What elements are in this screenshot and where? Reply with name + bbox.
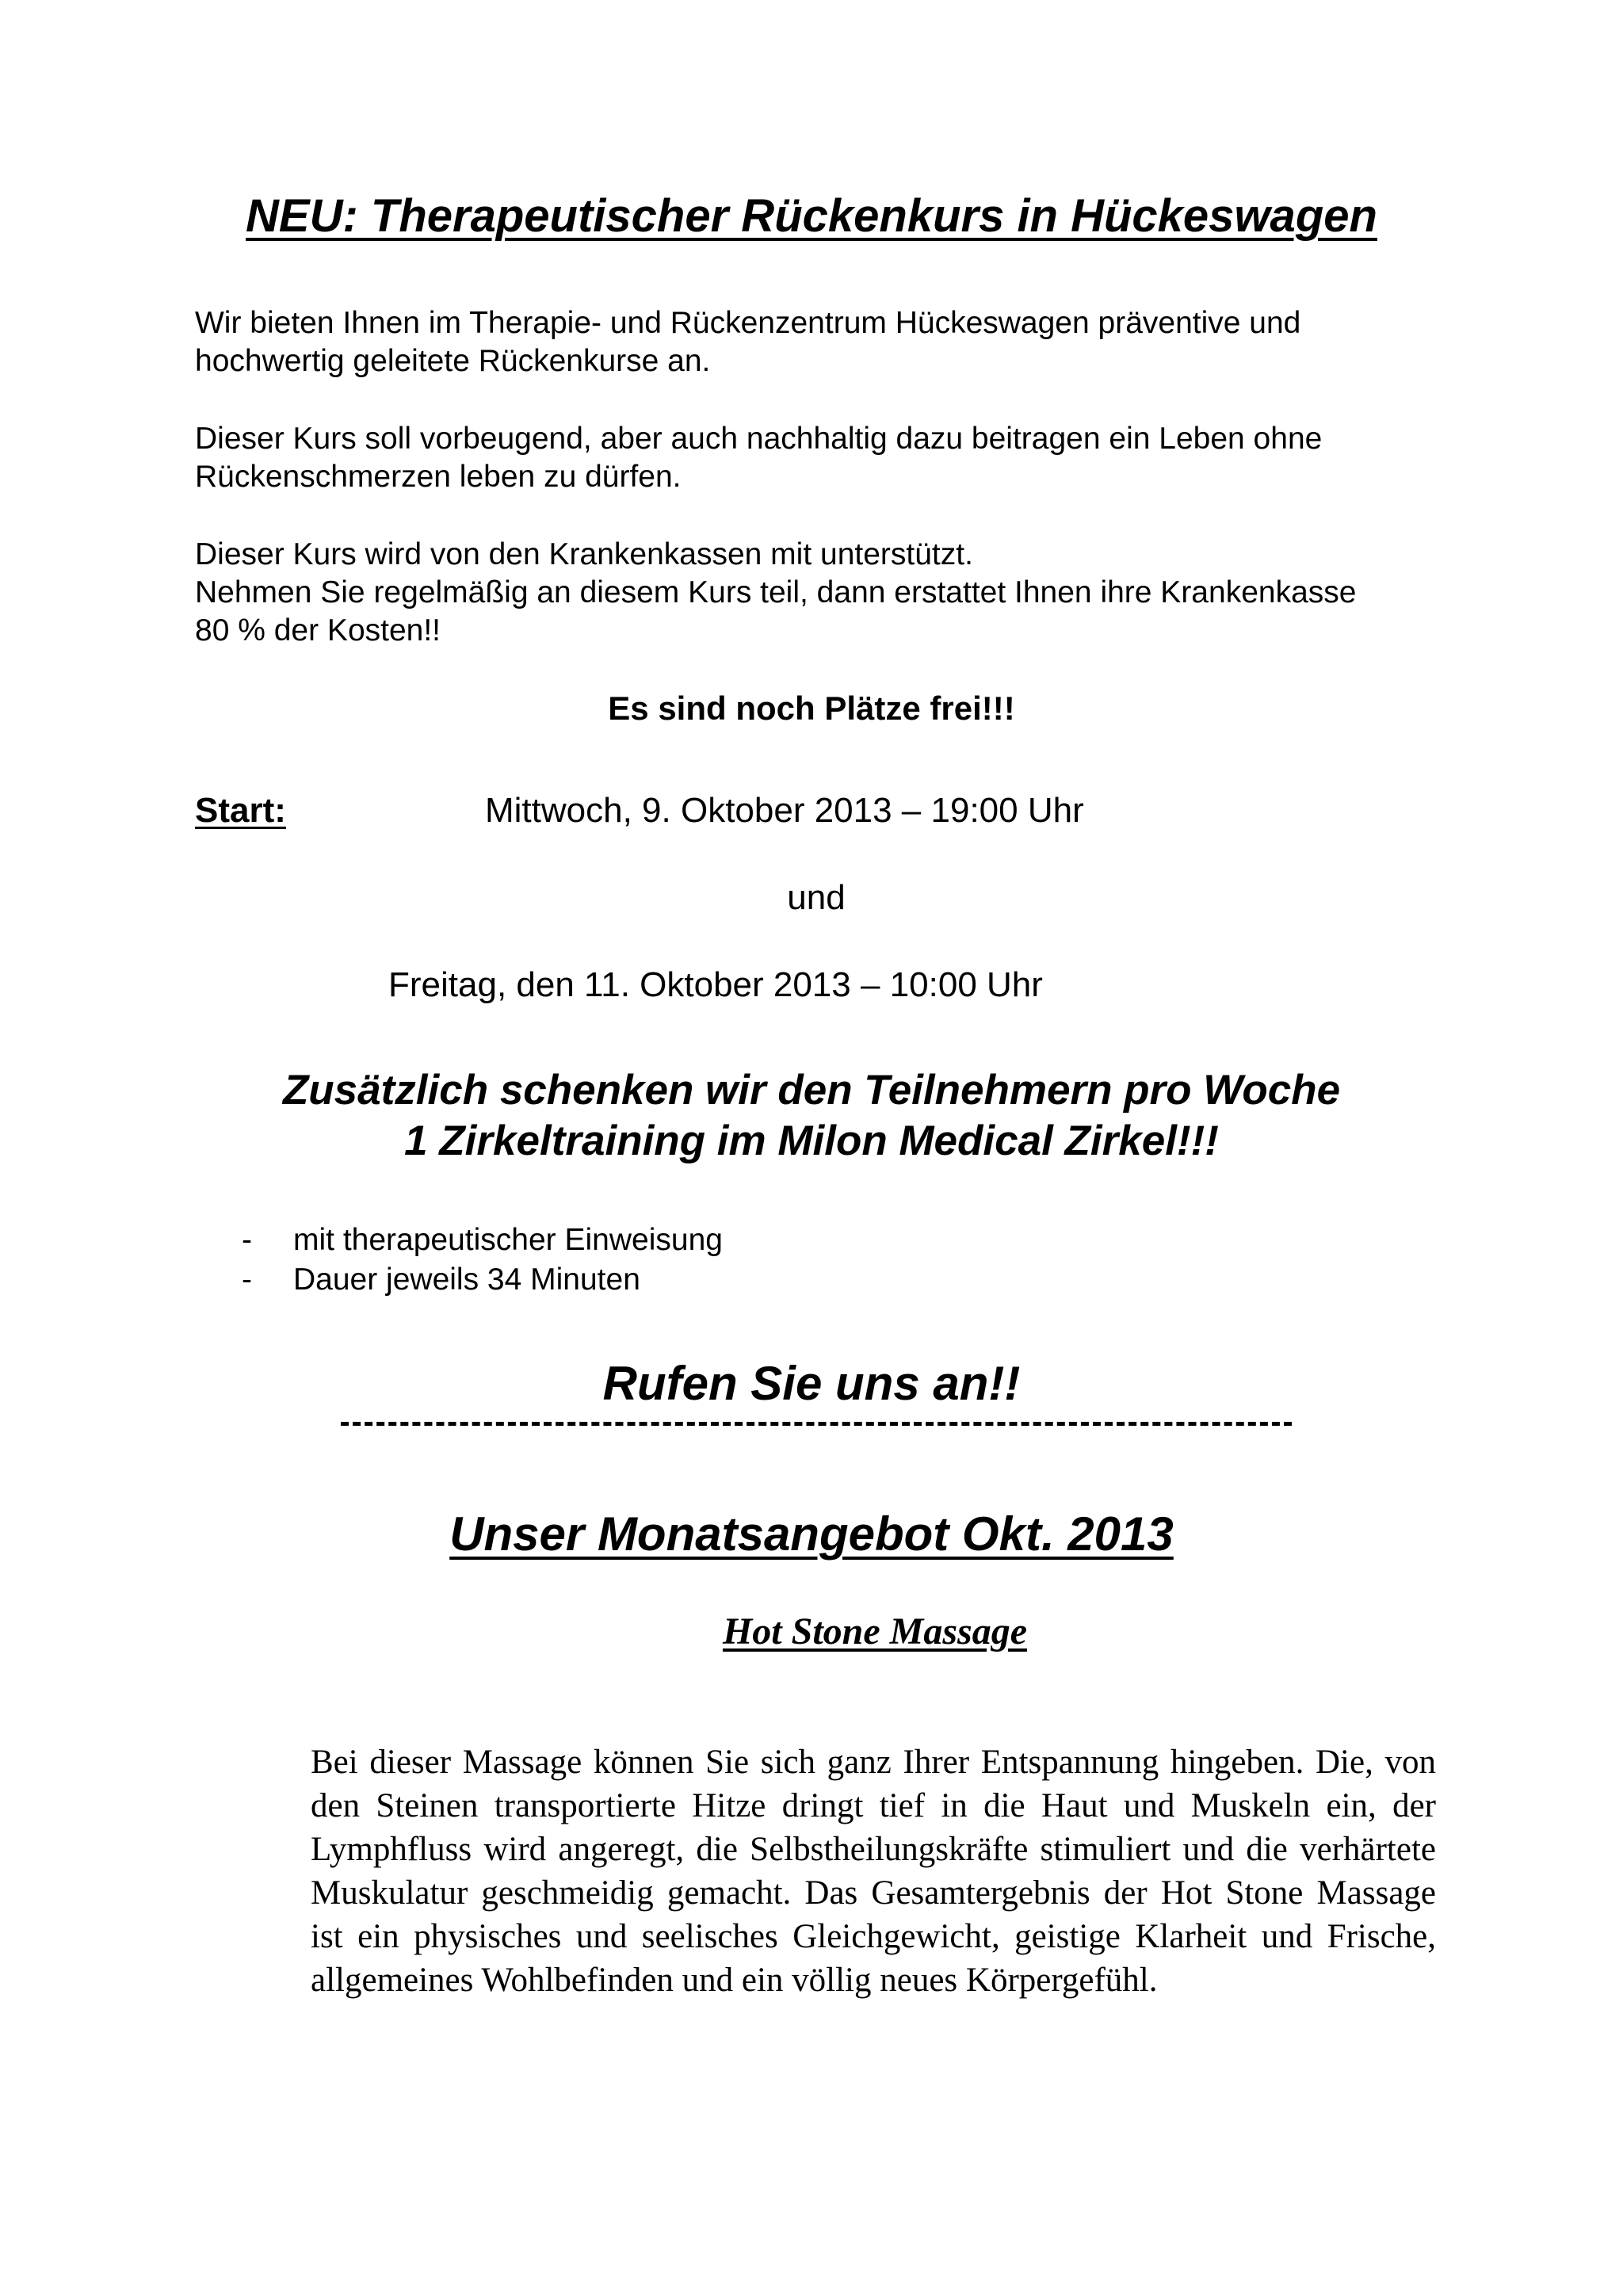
bonus-line-1: Zusätzlich schenken wir den Teilnehmern pro Woche	[282, 1067, 1341, 1114]
intro-paragraph-3-line-2: Nehmen Sie regelmäßig an diesem Kurs teil, dann erstattet Ihnen ihre Krankenkasse	[195, 575, 1357, 609]
start-date-2: Freitag, den 11. Oktober 2013 – 10:00 Uhr	[388, 965, 1043, 1004]
bonus-offer	[0, 1065, 1623, 1167]
list-item	[242, 1260, 723, 1300]
offer-description: Bei dieser Massage können Sie sich ganz Ihrer Entspannung hingeben. Die, von den Steinen transportierte Hitze dringt tief in die Haut und Muskeln ein, der Lymphfluss wird angeregt, die Selbstheilungskräfte stimuliert und die verhärtete Muskulatur geschmeidig gemacht. Das Gesamtergebnis der Hot Stone Massage ist ein physisches und seelisches Gleichgewicht, geistige Klarheit und Frische, allgemeines Wohlbefinden und ein völlig neues Körpergefühl.	[311, 1744, 1436, 1999]
start-connector: und	[787, 878, 846, 917]
bullet-text: mit therapeutischer Einweisung	[293, 1223, 723, 1257]
start-date-1: Mittwoch, 9. Oktober 2013 – 19:00 Uhr	[485, 791, 1084, 830]
page-title: NEU: Therapeutischer Rückenkurs in Hückeswagen	[246, 190, 1377, 242]
bonus-line-2: 1 Zirkeltraining im Milon Medical Zirkel!!!	[404, 1117, 1219, 1164]
bullet-text: Dauer jeweils 34 Minuten	[293, 1263, 640, 1297]
intro-paragraph-2-line-1: Dieser Kurs soll vorbeugend, aber auch nachhaltig dazu beitragen ein Leben ohne	[195, 422, 1323, 456]
call-to-action: Rufen Sie uns an!!	[602, 1357, 1021, 1410]
intro-paragraph-3-line-1: Dieser Kurs wird von den Krankenkassen mit unterstützt.	[195, 537, 973, 571]
intro-paragraph-3-line-3: 80 % der Kosten!!	[195, 613, 441, 648]
availability-notice: Es sind noch Plätze frei!!!	[608, 690, 1015, 727]
intro-paragraph-1-line-1: Wir bieten Ihnen im Therapie- und Rückenzentrum Hückeswagen präventive und	[195, 306, 1301, 340]
offer-title: Unser Monatsangebot Okt. 2013	[449, 1507, 1174, 1561]
list-item	[242, 1221, 723, 1260]
intro-paragraph-2	[195, 420, 1479, 496]
intro-paragraph-1-line-2: hochwertig geleitete Rückenkurse an.	[195, 344, 711, 378]
intro-paragraph-3	[195, 536, 1479, 650]
intro-paragraph-2-line-2: Rückenschmerzen leben zu dürfen.	[195, 460, 682, 494]
bullet-marker: -	[242, 1263, 252, 1297]
section-divider	[341, 1422, 1292, 1426]
intro-paragraph-1	[195, 304, 1479, 380]
bullet-list	[242, 1221, 723, 1300]
start-label: Start:	[195, 791, 286, 830]
offer-subtitle: Hot Stone Massage	[722, 1610, 1028, 1652]
bullet-marker: -	[242, 1223, 252, 1257]
